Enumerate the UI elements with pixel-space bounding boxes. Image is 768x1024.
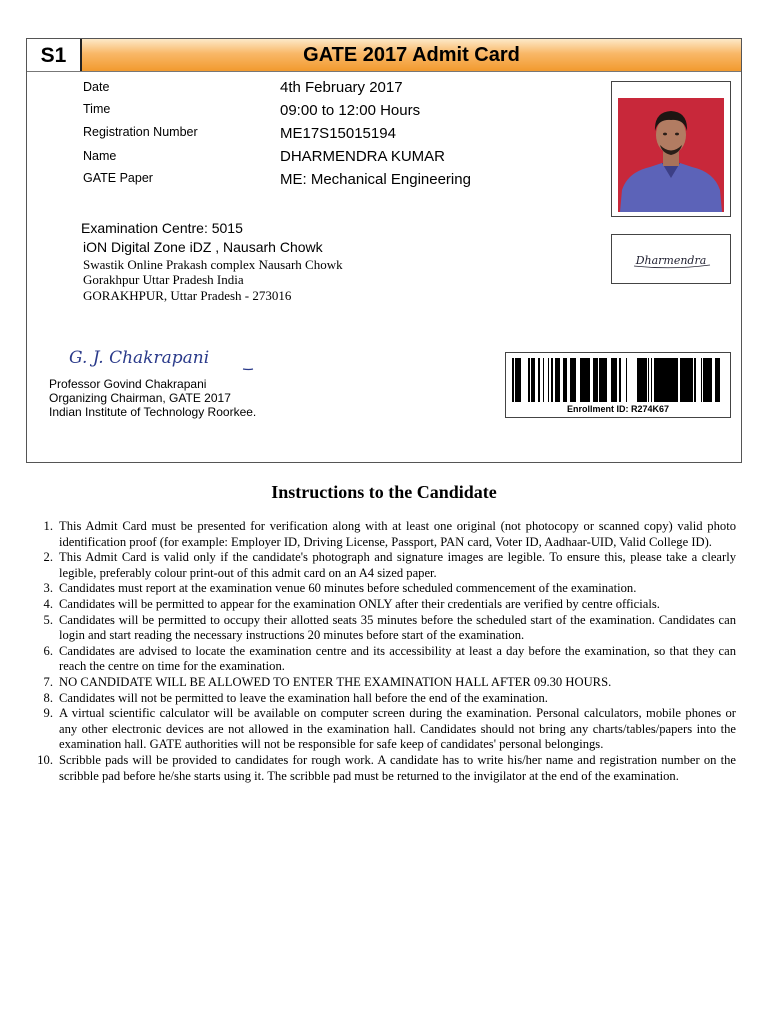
instruction-item (28, 519, 736, 550)
instruction-number: 3. (43, 581, 53, 596)
instruction-number: 10. (37, 752, 53, 767)
instruction-item (28, 675, 736, 691)
registration-value: ME17S15015194 (280, 125, 396, 142)
instruction-text: NO CANDIDATE WILL BE ALLOWED TO ENTER THE EXAMINATION HALL AFTER 09.30 HOURS. (59, 674, 612, 689)
time-value: 09:00 to 12:00 Hours (280, 102, 421, 119)
instruction-number: 5. (43, 612, 53, 627)
date-value: 4th February 2017 (280, 79, 403, 96)
registration-label: Registration Number (83, 125, 198, 139)
series-badge: S1 (27, 39, 82, 71)
instruction-text: A virtual scientific calculator will be available on computer screen during the examination. Personal calculators, mobile phones or any other electronic devices are not allowed in the examination hall. Candidates should not bring any charts/tables/papers into the examination hall. GATE authorities will not be responsible for safe keep of candidates' personal belongings. (59, 706, 736, 752)
instruction-item (28, 581, 736, 597)
instruction-text: Candidates will not be permitted to leave the examination hall before the end of the examination. (59, 690, 548, 705)
instruction-number: 9. (43, 706, 53, 721)
chairman-signature (67, 337, 257, 377)
instruction-item (28, 597, 736, 613)
card-title: GATE 2017 Admit Card (303, 44, 520, 66)
instruction-text: Candidates will be permitted to occupy their allotted seats 35 minutes before the scheduled start of the examination. Candidates can login and start reading the necessary instructions 20 minutes before start of the examination. (59, 612, 736, 643)
chairman-name: Professor Govind Chakrapani (49, 377, 207, 391)
candidate-signature-box (611, 234, 731, 284)
instruction-text: This Admit Card is valid only if the candidate's photograph and signature images are legible. To ensure this, please take a clearly legible, preferably colour print-out of this admit card on an A4 sized paper. (59, 550, 736, 580)
instruction-text: Candidates will be permitted to appear for the examination ONLY after their credentials are verified by centre officials. (59, 596, 660, 611)
time-label: Time (83, 102, 111, 116)
instructions-list (28, 519, 736, 784)
gate-paper-value: ME: Mechanical Engineering (280, 171, 471, 188)
instruction-number: 4. (43, 596, 53, 611)
instruction-text: Candidates are advised to locate the examination centre and its accessibility at least a day before the examination, so that they can reach the centre on time for the examination. (59, 643, 736, 674)
gate-paper-label: GATE Paper (83, 171, 153, 185)
instruction-item (28, 644, 736, 675)
admit-card (26, 38, 742, 463)
svg-text:Dharmendra: Dharmendra (635, 254, 707, 267)
candidate-signature (612, 235, 730, 283)
exam-centre-title: Examination Centre: 5015 (81, 220, 243, 236)
exam-centre-name: iON Digital Zone iDZ , Nausarh Chowk (83, 239, 323, 255)
instruction-item (28, 613, 736, 644)
chairman-role: Organizing Chairman, GATE 2017 (49, 391, 231, 405)
svg-text:G. J. Chakrapani: G. J. Chakrapani (69, 348, 210, 368)
instruction-number: 6. (43, 643, 53, 658)
instruction-number: 7. (43, 674, 53, 689)
instruction-text: This Admit Card must be presented for verification along with at least one original (not photocopy or scanned copy) valid photo identification proof (for example: Employer ID, Driving License, Passport, PAN card, Voter ID, Aadhaar-UID, Valid College ID). (59, 519, 736, 549)
instruction-item (28, 753, 736, 784)
chairman-institute: Indian Institute of Technology Roorkee. (49, 405, 257, 419)
instruction-item (28, 550, 736, 581)
date-label: Date (83, 80, 110, 94)
instruction-item (28, 691, 736, 707)
instruction-number: 2. (43, 550, 53, 565)
instruction-number: 1. (43, 519, 53, 533)
instruction-text: Candidates must report at the examination venue 60 minutes before scheduled commencement of the examination. (59, 581, 637, 596)
barcode (512, 358, 724, 402)
instruction-text: Scribble pads will be provided to candidates for rough work. A candidate has to write his/her name and registration number on the scribble pad before he/she starts using it. The scribble pad must be returned to the invigilator at the end of the examination. (59, 752, 736, 783)
instruction-number: 8. (43, 690, 53, 705)
candidate-photo (611, 81, 731, 217)
centre-address-line-1: Swastik Online Prakash complex Nausarh Chowk (83, 257, 343, 272)
instruction-item (28, 706, 736, 753)
barcode-box (505, 352, 731, 418)
centre-address-line-3: GORAKHPUR, Uttar Pradesh - 273016 (83, 288, 292, 303)
enrollment-id: Enrollment ID: R274K67 (566, 404, 670, 414)
instructions-title: Instructions to the Candidate (271, 482, 497, 502)
card-header (27, 39, 741, 72)
name-value: DHARMENDRA KUMAR (280, 148, 446, 165)
name-label: Name (83, 149, 117, 163)
candidate-photo-image (618, 98, 724, 212)
centre-address-line-2: Gorakhpur Uttar Pradesh India (83, 272, 244, 287)
